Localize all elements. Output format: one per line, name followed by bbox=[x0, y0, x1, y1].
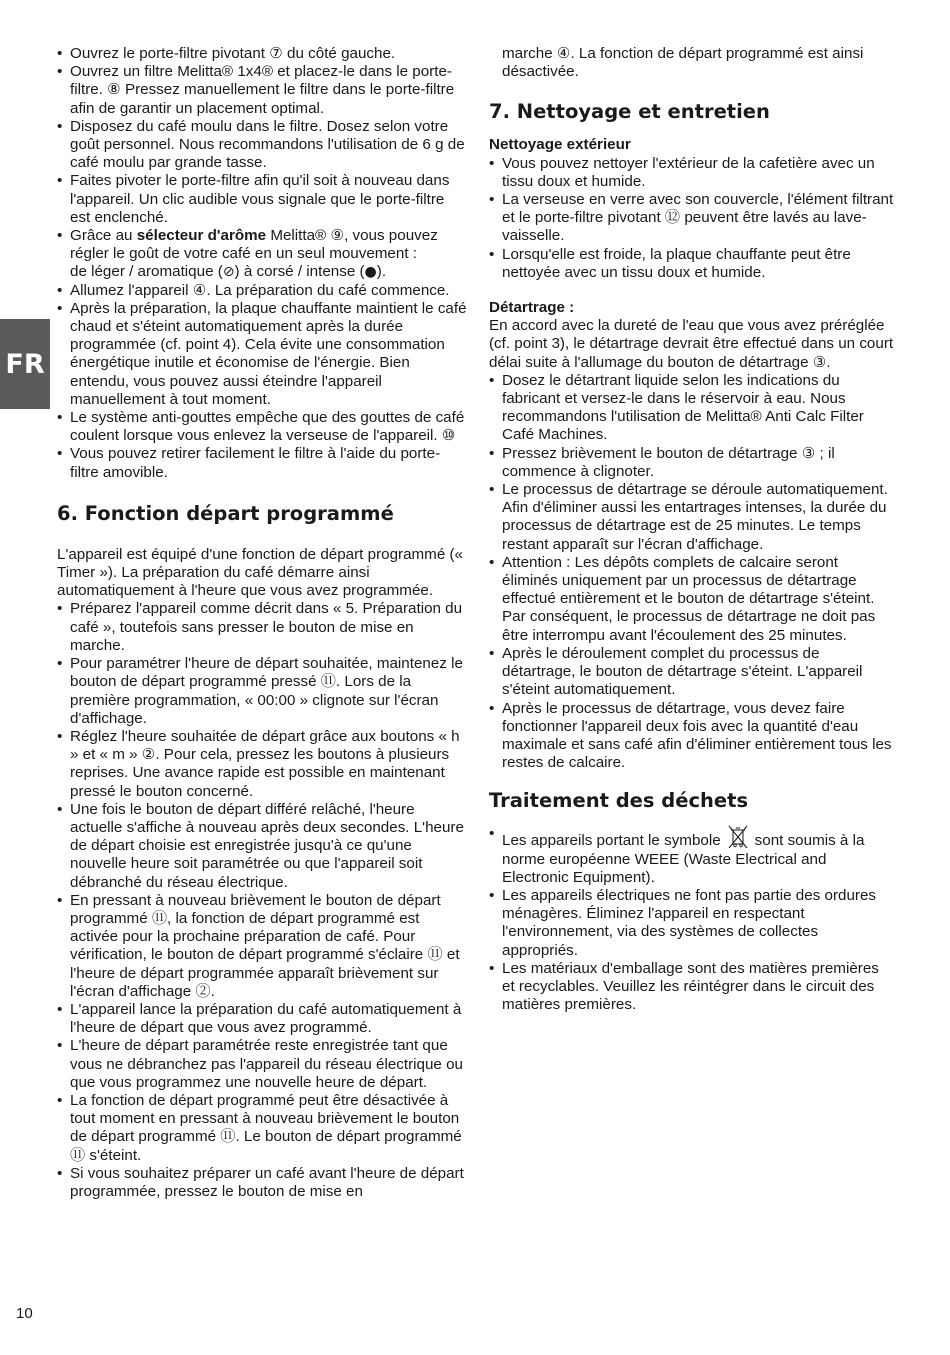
list-item: • L'heure de départ paramétrée reste enregistrée tant que vous ne débranchez pas l'appareil du réseau électrique ou que vous programmez une nouvelle heure de départ. bbox=[57, 1037, 467, 1092]
list-item: • Attention : Les dépôts complets de calcaire seront éliminés uniquement par un processus de détartrage effectué entièrement et le bouton de détartrage s'éteint. Par conséquent, le processus de détartrage ne doit pas être interrompu avant l'écoulement des 25 minutes. bbox=[489, 554, 894, 645]
list-item: • Pressez brièvement le bouton de détartrage ③ ; il commence à clignoter. bbox=[489, 445, 894, 481]
list-item: • Vous pouvez nettoyer l'extérieur de la cafetière avec un tissu doux et humide. bbox=[489, 155, 894, 191]
list-item: • Les appareils électriques ne font pas partie des ordures ménagères. Éliminez l'appareil en respectant l'environnement, via des systèmes de collectes appropriés. bbox=[489, 887, 894, 960]
list-item: • Vous pouvez retirer facilement le filtre à l'aide du porte-filtre amovible. bbox=[57, 445, 467, 481]
list-item: • Ouvrez le porte-filtre pivotant ⑦ du côté gauche. bbox=[57, 45, 467, 63]
steps-list bbox=[57, 45, 467, 482]
list-item: • Allumez l'appareil ④. La préparation du café commence. bbox=[57, 282, 467, 300]
list-item: • Disposez du café moulu dans le filtre. Dosez selon votre goût personnel. Nous recommandons l'utilisation de 6 g de café moulu par grande tasse. bbox=[57, 118, 467, 173]
list-item: • Une fois le bouton de départ différé relâché, l'heure actuelle s'affiche à nouveau après deux secondes. L'heure de départ choisie est enregistrée jusqu'à ce qu'une nouvelle heure soit paramétrée ou que l'appareil soit débranché du réseau électrique. bbox=[57, 801, 467, 892]
list-item: • Faites pivoter le porte-filtre afin qu'il soit à nouveau dans l'appareil. Un clic audible vous signale que le porte-filtre est enclenché. bbox=[57, 172, 467, 227]
exterior-cleaning-list bbox=[489, 155, 894, 282]
language-tab-label: FR bbox=[5, 348, 45, 380]
left-column bbox=[57, 45, 467, 1201]
language-tab bbox=[0, 319, 50, 409]
list-item: • En pressant à nouveau brièvement le bouton de départ programmé ⑪, la fonction de départ programmé est activée pour la prochaine préparation de café. Pour vérification, le bouton de départ programmé s'éclaire ⑪ et l'heure de départ programmée apparaît brièvement sur l'écran d'affichage ②. bbox=[57, 892, 467, 1001]
list-item: • Préparez l'appareil comme décrit dans « 5. Préparation du café », toutefois sans presser le bouton de mise en marche. bbox=[57, 600, 467, 655]
exterior-cleaning-heading: Nettoyage extérieur bbox=[489, 136, 631, 154]
descaling-heading: Détartrage : bbox=[489, 299, 575, 317]
descaling-intro: En accord avec la dureté de l'eau que vous avez préréglée (cf. point 3), le détartrage devrait être effectué dans un court délai suite à l'allumage du bouton de détartrage ③. bbox=[489, 317, 894, 371]
list-item: • Pour paramétrer l'heure de départ souhaitée, maintenez le bouton de départ programmé pressé ⑪. Lors de la première programmation, « 00:00 » clignote sur l'écran d'affichage. bbox=[57, 655, 467, 728]
list-item: • Ouvrez un filtre Melitta® 1x4® et placez-le dans le porte-filtre. ⑧ Pressez manuellement le filtre dans le porte-filtre afin de garantir un placement optimal. bbox=[57, 63, 467, 118]
aroma-selector-label: sélecteur d'arôme bbox=[136, 227, 267, 245]
aroma-selector-item: • Grâce au sélecteur d'arôme Melitta® ⑨, vous pouvez régler le goût de votre café en un seul mouvement : de léger / aromatique (⊘) à corsé / intense (●). bbox=[57, 227, 467, 282]
list-item: • Dosez le détartrant liquide selon les indications du fabricant et versez-le dans le réservoir à eau. Nous recommandons l'utilisation de Melitta® Anti Calc Filter Café Machines. bbox=[489, 372, 894, 445]
strong-aroma-icon: ● bbox=[364, 264, 377, 281]
list-item: • Si vous souhaitez préparer un café avant l'heure de départ programmée, pressez le bouton de mise en bbox=[57, 1165, 467, 1201]
timer-steps-list bbox=[57, 600, 467, 1201]
list-item: • La verseuse en verre avec son couvercle, l'élément filtrant et le porte-filtre pivotant ⑫ peuvent être lavés au lave-vaisselle. bbox=[489, 191, 894, 246]
weee-item: • Les appareils portant le symbole sont soumis à la norme européenne WEEE (Waste Electrical and Electronic Equipment). bbox=[489, 825, 894, 887]
waste-list bbox=[489, 825, 894, 1014]
waste-heading: Traitement des déchets bbox=[489, 789, 749, 813]
page-number: 10 bbox=[16, 1305, 33, 1322]
crossed-bin-icon bbox=[725, 825, 751, 849]
list-item: • Les matériaux d'emballage sont des matières premières et recyclables. Veuillez les réintégrer dans le circuit des matières premières. bbox=[489, 960, 894, 1015]
list-item: • Après le déroulement complet du processus de détartrage, le bouton de détartrage s'éteint. L'appareil s'éteint automatiquement. bbox=[489, 645, 894, 700]
section-6-heading: 6. Fonction départ programmé bbox=[57, 501, 394, 525]
descaling-list bbox=[489, 372, 894, 772]
list-item: • Après la préparation, la plaque chauffante maintient le café chaud et s'éteint automatiquement après la durée programmée (cf. point 4). Cela évite une consommation énergétique inutile et économise de l'énergie. Bien entendu, vous pouvez aussi éteindre l'appareil manuellement à tout moment. bbox=[57, 300, 467, 409]
list-item: • Après le processus de détartrage, vous devez faire fonctionner l'appareil deux fois avec la quantité d'eau maximale et sans café afin d'éliminer entièrement tous les restes de calcaire. bbox=[489, 700, 894, 773]
list-item: • Le système anti-gouttes empêche que des gouttes de café coulent lorsque vous enlevez la verseuse de l'appareil. ⑩ bbox=[57, 409, 467, 445]
section-6-intro: L'appareil est équipé d'une fonction de départ programmé (« Timer »). La préparation du café démarre ainsi automatiquement à l'heure que vous avez programmée. bbox=[57, 545, 463, 600]
section-7-heading: 7. Nettoyage et entretien bbox=[489, 100, 770, 124]
right-column bbox=[489, 45, 894, 1014]
list-item: • Lorsqu'elle est froide, la plaque chauffante peut être nettoyée avec un tissu doux et humide. bbox=[489, 246, 894, 282]
list-item: • La fonction de départ programmé peut être désactivée à tout moment en pressant à nouveau brièvement le bouton de départ programmé ⑪. Le bouton de départ programmé ⑪ s'éteint. bbox=[57, 1092, 467, 1165]
continuation-text: marche ④. La fonction de départ programmé est ainsi désactivée. bbox=[502, 45, 864, 81]
mild-aroma-icon: ⊘ bbox=[222, 264, 235, 281]
list-item: • Réglez l'heure souhaitée de départ grâce aux boutons « h » et « m » ②. Pour cela, pressez les boutons à plusieurs reprises. Une avance rapide est possible en maintenant pressé le bouton concerné. bbox=[57, 728, 467, 801]
list-item: • Le processus de détartrage se déroule automatiquement. Afin d'éliminer aussi les entartrages intenses, la durée du processus de détartrage est de 25 minutes. Le temps restant apparaît sur l'écran d'affichage. bbox=[489, 481, 894, 554]
list-item: • L'appareil lance la préparation du café automatiquement à l'heure de départ que vous avez programmé. bbox=[57, 1001, 467, 1037]
